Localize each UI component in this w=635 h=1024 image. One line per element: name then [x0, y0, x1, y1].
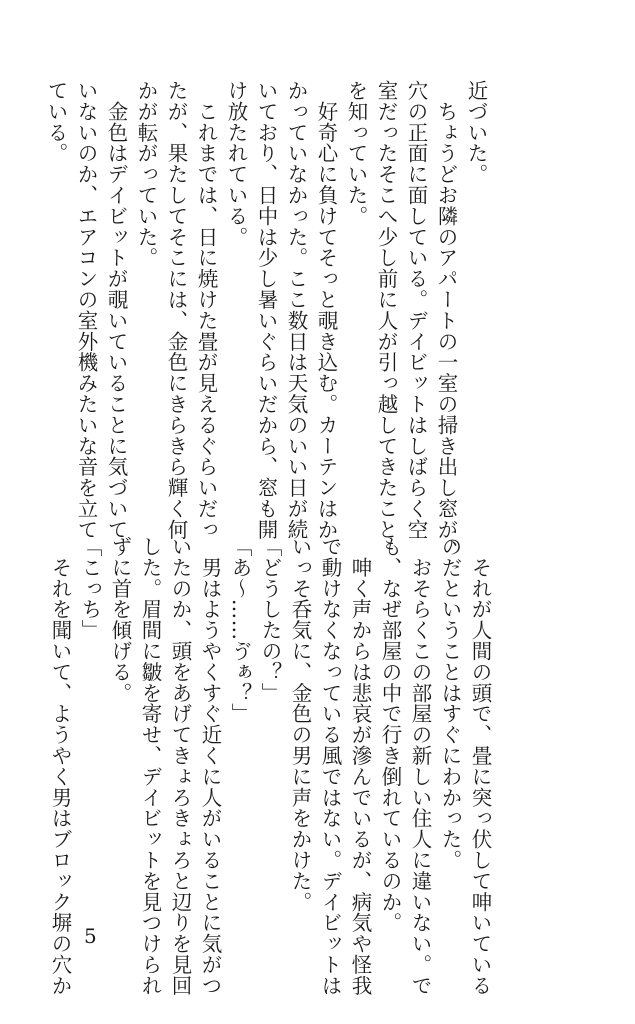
text-line: 金色はデイビットが覗いていることに気づいて [104, 80, 128, 540]
text-line: け放たれている。 [224, 80, 248, 248]
text-line: 「あ〜……ゔぁ？」 [228, 536, 252, 725]
text-line: のだということはすぐにわかった。 [438, 536, 462, 871]
text-line: も、なぜ部屋の中で行き倒れているのか。 [378, 536, 402, 934]
text-line: した。眉間に皺を寄せ、デイビットを見つけられ [138, 536, 162, 996]
page-number: 5 [84, 924, 97, 948]
text-line: ずに首を傾げる。 [108, 536, 132, 704]
text-line: おそらくこの部屋の新しい住人に違いない。で [408, 536, 432, 996]
text-line: で動けなくなっている風ではない。デイビットは [318, 536, 342, 996]
text-line: 好奇心に負けてそっと覗き込む。カーテンはか [314, 80, 338, 540]
lower-text-block [48, 536, 495, 996]
text-line: 呻く声からは悲哀が滲んでいるが、病気や怪我 [348, 536, 372, 996]
upper-text-block [44, 80, 491, 561]
text-line: かが転がっていた。 [134, 80, 158, 269]
text-line: 近づいた。 [464, 80, 488, 185]
text-line: いており、日中は少し暑いぐらいだから、窓も開 [254, 80, 278, 540]
text-line: 男はようやくすぐ近くに人がいることに気がつ [198, 536, 222, 996]
text-line: いっそ呑気に、金色の男に声をかけた。 [288, 536, 312, 913]
text-line: それを聞いて、ようやく男はブロック塀の穴か [48, 536, 72, 996]
text-line: かっていなかった。ここ数日は天気のいい日が続 [284, 80, 308, 540]
text-line: を知っていた。 [344, 80, 368, 227]
text-line: 穴の正面に面している。デイビットはしばらく空 [404, 80, 428, 540]
text-line: 室だったそこへ少し前に人が引っ越してきたこと [374, 80, 398, 540]
text-line: たが、果たしてそこには、金色にきらきら輝く何 [164, 80, 188, 540]
text-line: ている。 [44, 80, 68, 164]
text-line: いないのか、エアコンの室外機みたいな音を立て [74, 80, 98, 540]
text-line: ちょうどお隣のアパートの一室の掃き出し窓が、 [434, 80, 458, 561]
text-line: 「どうしたの？」 [258, 536, 282, 704]
text-line: 「こっち」 [78, 536, 102, 641]
text-line: それが人間の頭で、畳に突っ伏して呻いている [468, 536, 492, 996]
text-line: これまでは、日に焼けた畳が見えるぐらいだっ [194, 80, 218, 540]
text-line: いたのか、頭をあげてきょろきょろと辺りを見回 [168, 536, 192, 996]
